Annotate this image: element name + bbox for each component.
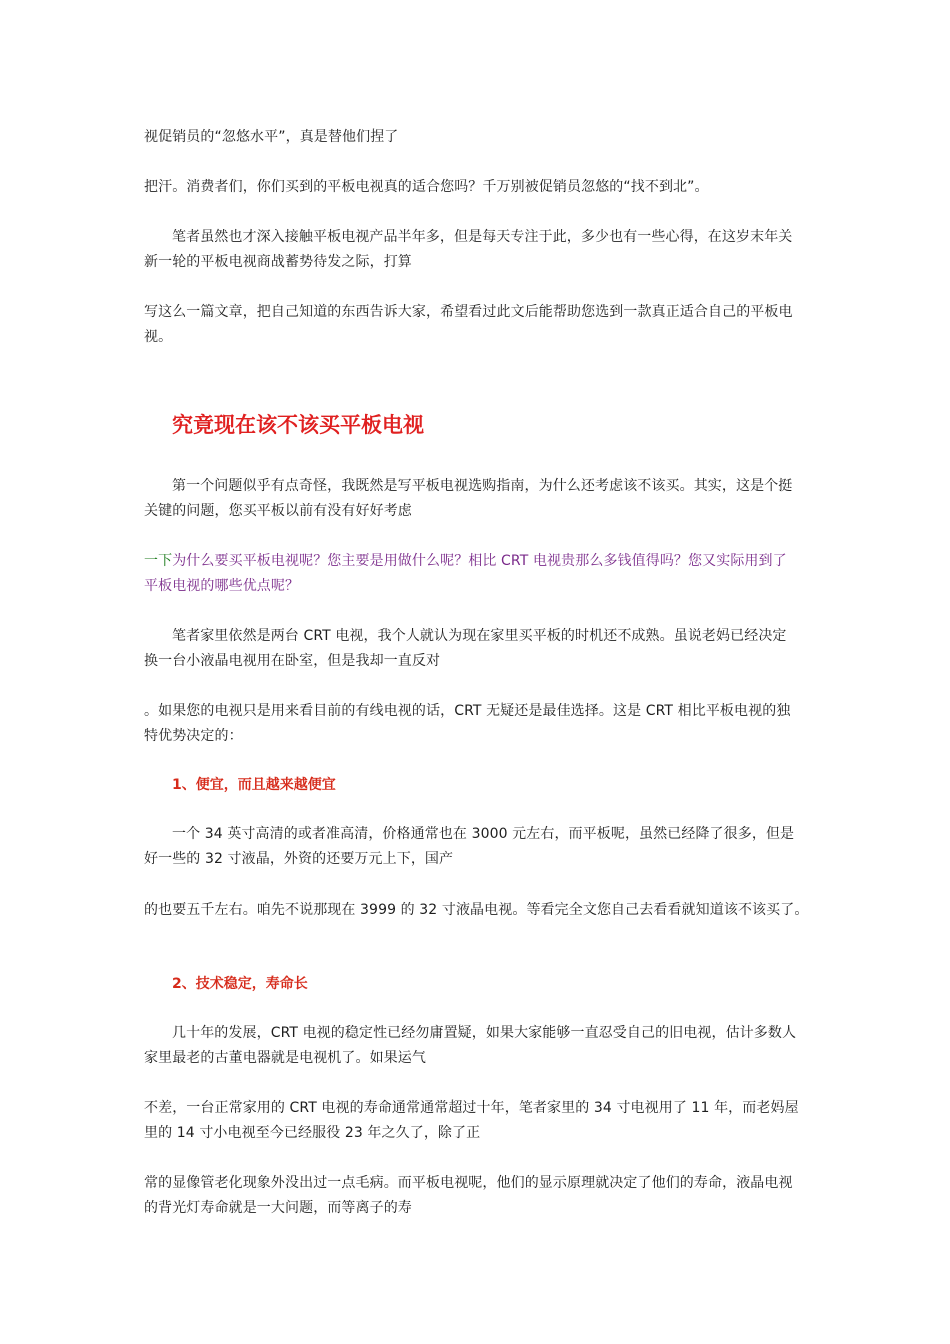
section-heading: 究竟现在该不该买平板电视: [172, 413, 424, 437]
purple-text: 为什么要买平板电视呢？您主要是用做什么呢？相比 CRT 电视贵那么多钱值得吗？您又实际用到了: [172, 553, 787, 569]
paragraph-line: 特优势决定的：: [144, 728, 243, 744]
paragraph-line: 平板电视的哪些优点呢？: [144, 578, 300, 594]
paragraph-line: 家里最老的古董电器就是电视机了。如果运气: [144, 1050, 426, 1066]
paragraph-line: 几十年的发展，CRT 电视的稳定性已经勿庸置疑，如果大家能够一直忍受自己的旧电视，估计多数人: [172, 1025, 797, 1041]
paragraph-line: 一个 34 英寸高清的或者准高清，价格通常也在 3000 元左右，而平板呢，虽然已经降了很多，但是: [172, 826, 795, 842]
subsection-heading: 2、技术稳定，寿命长: [172, 976, 308, 992]
green-text: 一下: [144, 553, 173, 569]
paragraph-line: 新一轮的平板电视商战蓄势待发之际，打算: [144, 254, 412, 270]
paragraph-line: 关键的问题，您买平板以前有没有好好考虑: [144, 503, 412, 519]
paragraph-line: [144, 549, 814, 574]
paragraph-line: 笔者虽然也才深入接触平板电视产品半年多，但是每天专注于此，多少也有一些心得，在这岁末年关: [172, 229, 793, 245]
paragraph-line: 第一个问题似乎有点奇怪，我既然是写平板电视选购指南，为什么还考虑该不该买。其实，这是个挺: [172, 478, 793, 494]
paragraph-line: 好一些的 32 寸液晶，外资的还要万元上下，国产: [144, 851, 454, 867]
paragraph-line: 里的 14 寸小电视至今已经服役 23 年之久了，除了正: [144, 1125, 481, 1141]
paragraph-line: 。如果您的电视只是用来看目前的有线电视的话，CRT 无疑还是最佳选择。这是 CRT 相比平板电视的独: [144, 703, 791, 719]
paragraph-line: 视促销员的“忽悠水平”，真是替他们捏了: [144, 129, 399, 145]
paragraph-line: 换一台小液晶电视用在卧室，但是我却一直反对: [144, 653, 441, 669]
paragraph-line: 的也要五千左右。咱先不说那现在 3999 的 32 寸液晶电视。等看完全文您自己去看看就知道该不该买了。: [144, 902, 809, 918]
paragraph-line: 笔者家里依然是两台 CRT 电视，我个人就认为现在家里买平板的时机还不成熟。虽说老妈已经决定: [172, 628, 787, 644]
paragraph-line: 的背光灯寿命就是一大问题，而等离子的寿: [144, 1200, 412, 1216]
paragraph-line: 常的显像管老化现象外没出过一点毛病。而平板电视呢，他们的显示原理就决定了他们的寿命，液晶电视: [144, 1175, 793, 1191]
paragraph-line: 不差，一台正常家用的 CRT 电视的寿命通常通常超过十年，笔者家里的 34 寸电视用了 11 年，而老妈屋: [144, 1100, 799, 1116]
paragraph-line: 把汗。消费者们，你们买到的平板电视真的适合您吗？千万别被促销员忽悠的“找不到北”。: [144, 179, 709, 195]
paragraph-line: 视。: [144, 329, 173, 345]
paragraph-line: 写这么一篇文章，把自己知道的东西告诉大家，希望看过此文后能帮助您选到一款真正适合自己的平板电: [144, 304, 793, 320]
subsection-heading: 1、便宜，而且越来越便宜: [172, 777, 336, 793]
